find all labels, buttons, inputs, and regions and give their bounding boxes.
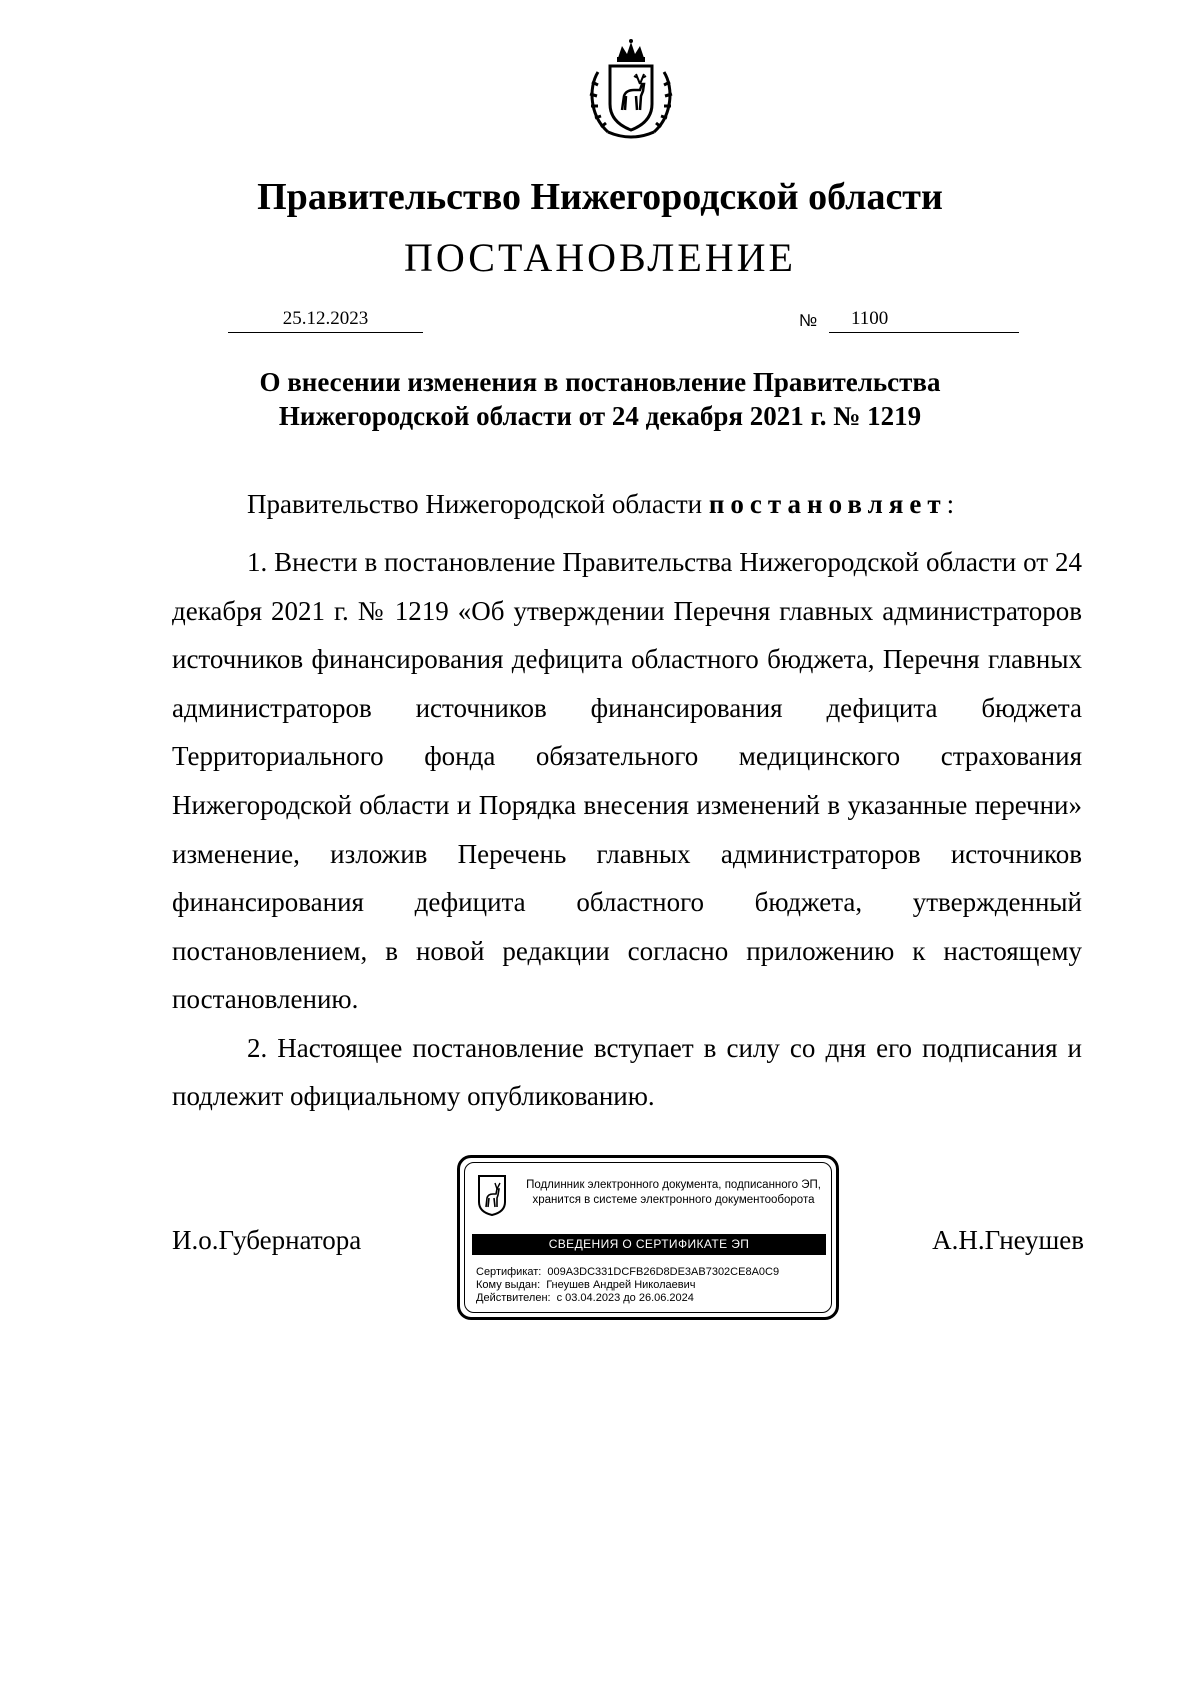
title-line-2: Нижегородской области от 24 декабря 2021 г. № 1219 <box>278 401 922 431</box>
electronic-signature-stamp <box>457 1155 839 1320</box>
title-line-1: О внесении изменения в постановление Правительства <box>259 367 941 397</box>
preamble-end: : <box>946 489 955 519</box>
issued-to-row <box>476 1279 695 1292</box>
certificate-row <box>476 1266 779 1279</box>
coat-of-arms-icon <box>578 38 684 144</box>
number-sign: № <box>799 311 818 330</box>
issued-to-label: Кому выдан: <box>476 1279 541 1291</box>
document-number: 1100 <box>851 308 889 329</box>
preamble-action: постановляет <box>708 489 947 519</box>
preamble <box>172 488 1082 520</box>
document-date: 25.12.2023 <box>228 308 423 333</box>
paragraph-2: 2. Настоящее постановление вступает в силу со дня его подписания и подлежит официальному опубликованию. <box>172 1033 1082 1111</box>
deer-icon <box>477 1174 507 1216</box>
preamble-text: Правительство Нижегородской области <box>247 489 703 519</box>
organization-name: Правительство Нижегородской области <box>257 176 943 218</box>
stamp-note <box>516 1178 831 1208</box>
certificate-label: Сертификат: <box>476 1266 542 1278</box>
certificate-info-bar: СВЕДЕНИЯ О СЕРТИФИКАТЕ ЭП <box>472 1234 826 1255</box>
valid-value: с 03.04.2023 до 26.06.2024 <box>556 1292 694 1304</box>
signatory-position: И.о.Губернатора <box>172 1225 362 1255</box>
document-kind: ПОСТАНОВЛЕНИЕ <box>404 235 796 280</box>
paragraph-1: 1. Внести в постановление Правительства Нижегородской области от 24 декабря 2021 г. № 1219 «Об утверждении Перечня главных администраторов источников финансирования дефицита областного бюджета, Перечня главных администраторов источников финансирования дефицита бюджета Территориального фонда обязательного медицинского страхования Нижегородской области и Порядка внесения изменений в указанные перечни» изменение, изложив Перечень главных администраторов источников финансирования дефицита областного бюджета, утвержденный постановлением, в новой редакции согласно приложению к настоящему постановлению. <box>172 547 1082 1015</box>
valid-label: Действителен: <box>476 1292 551 1304</box>
stamp-note-line-1: Подлинник электронного документа, подписанного ЭП, <box>526 1179 821 1191</box>
document-title <box>150 365 1050 433</box>
issued-to-value: Гнеушев Андрей Николаевич <box>546 1279 696 1291</box>
valid-row <box>476 1292 694 1305</box>
certificate-value: 009A3DC331DCFB26D8DE3AB7302CE8A0C9 <box>547 1266 780 1278</box>
signatory-name: А.Н.Гнеушев <box>932 1225 1084 1255</box>
stamp-note-line-2: хранится в системе электронного документооборота <box>532 1194 815 1206</box>
document-number-field <box>829 308 1019 333</box>
